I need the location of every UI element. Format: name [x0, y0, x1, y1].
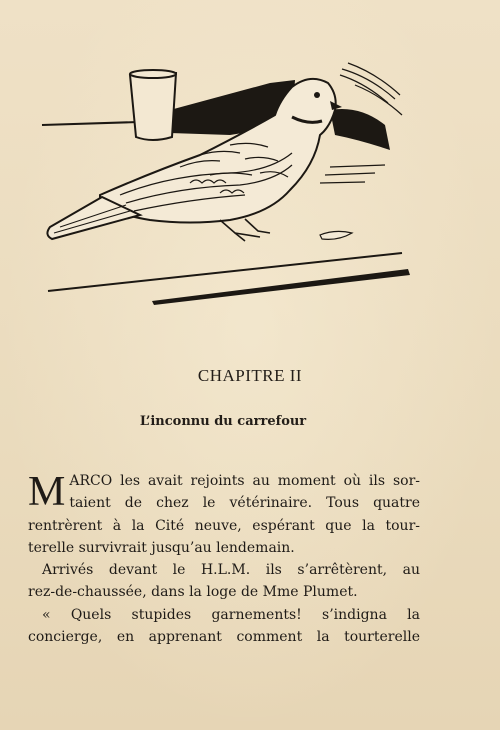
dove-on-table-icon: [30, 55, 430, 315]
text-line: Arrivés devant le H.L.M. ils s’arrêtèrent, au: [42, 562, 420, 579]
text-line: terelle survivrait jusqu’au lendemain.: [28, 539, 295, 556]
text-line: taient de chez le vétérinaire. Tous quatre: [69, 495, 420, 512]
drop-cap: M: [28, 469, 66, 515]
paragraph-2: [28, 559, 420, 604]
paragraph-3: [28, 604, 420, 649]
text-line: [69, 470, 420, 492]
text-line: « Quels stupides garnements! s’indigna la: [42, 606, 420, 623]
chapter-title: L’inconnu du carrefour: [139, 414, 307, 429]
lead-word: ARCO: [69, 473, 113, 489]
paragraph-1: [28, 470, 420, 559]
text-line: rentrèrent à la Cité neuve, espérant que la tour-: [28, 517, 420, 534]
text-line: concierge, en apprenant comment la tourterelle: [28, 629, 420, 646]
chapter-heading: CHAPITRE II: [197, 366, 303, 385]
text-line: rez-de-chaussée, dans la loge de Mme Plumet.: [28, 584, 358, 601]
drop-cap-lines: [69, 470, 420, 515]
line-text: les avait rejoints au moment où ils sor-: [112, 473, 420, 489]
body-text: [28, 470, 420, 648]
